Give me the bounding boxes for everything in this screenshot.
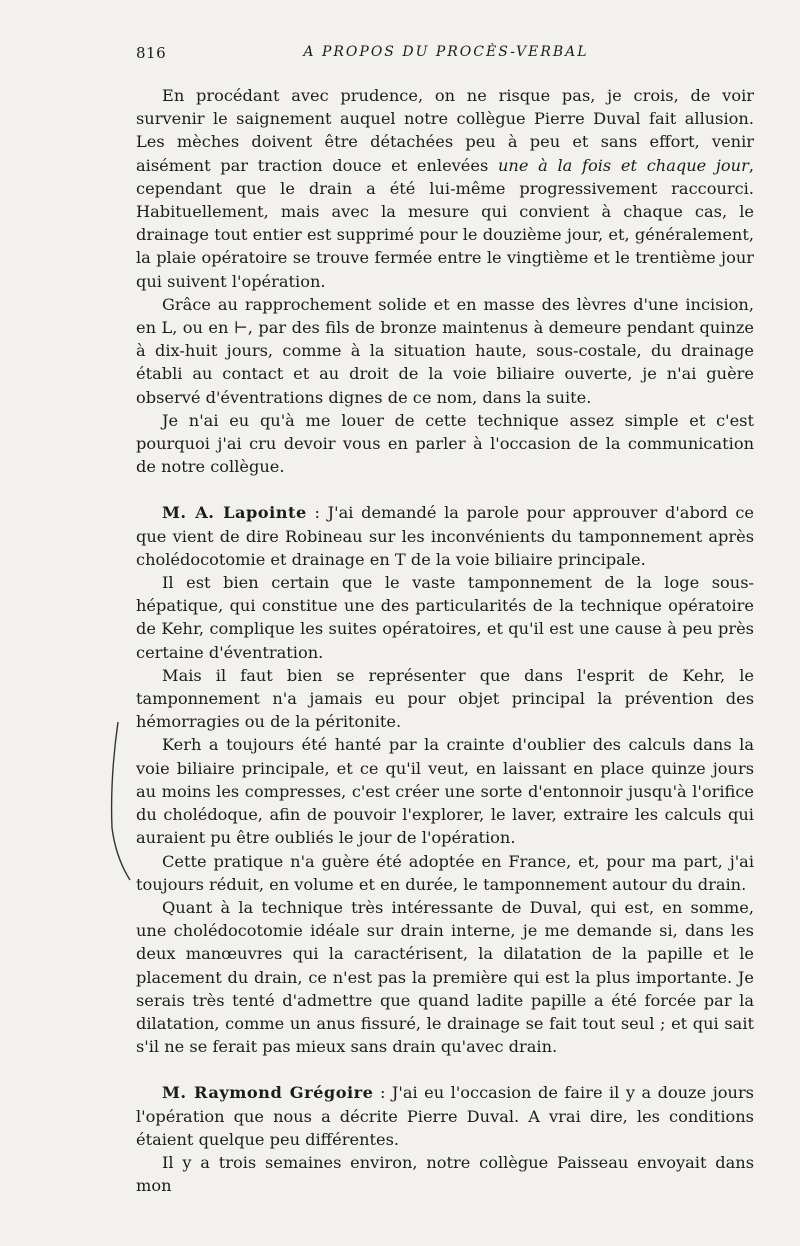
- running-title: A PROPOS DU PROCÈS-VERBAL: [303, 44, 589, 60]
- body-text: [136, 84, 754, 1197]
- paragraph: Mais il faut bien se représenter que dans l'esprit de Kehr, le tamponnement n'a jamais eu pour objet principal la prévention des hémorragies ou de la péritonite.: [136, 665, 754, 732]
- paragraph-speaker-lapointe: M. A. Lapointe : J'ai demandé la parole pour approuver d'abord ce que vient de dire Robineau sur les inconvénients du tamponnement après cholédocotomie et drainage en T de la voie biliaire principale.: [136, 503, 755, 569]
- paragraph: Il est bien certain que le vaste tamponnement de la loge sous-hépatique, qui constitue une des particularités de la technique opératoire de Kehr, complique les suites opératoires, et qu'il est une cause à peu près certaine d'éventration.: [136, 573, 754, 662]
- speaker-name: M. A. Lapointe: [162, 503, 307, 523]
- page-number: 816: [136, 44, 167, 62]
- paragraph: Je n'ai eu qu'à me louer de cette technique assez simple et c'est pourquoi j'ai cru devoir vous en parler à l'occasion de la communication de notre collègue.: [136, 410, 754, 477]
- paragraph: Quant à la technique très intéressante de Duval, qui est, en somme, une cholédocotomie idéale sur drain interne, je me demande si, dans les deux manœuvres qui la caractérisent, la dilatation de la papille et le placement du drain, ce n'est pas la première qui est la plus importante. Je serais très tenté d'admettre que quand ladite papille a été forcée par la dilatation, comme un anus fissuré, le drainage se fait tout seul ; et qui sait s'il ne se ferait pas mieux sans drain qu'avec drain.: [136, 897, 754, 1057]
- speaker-name: M. Raymond Grégoire: [162, 1083, 374, 1103]
- paragraph: Cette pratique n'a guère été adoptée en France, et, pour ma part, j'ai toujours réduit, en volume et en durée, le tamponnement autour du drain.: [136, 851, 754, 894]
- paragraph: Grâce au rapprochement solide et en masse des lèvres d'une incision, en L, ou en ⊢, par des fils de bronze maintenus à demeure pendant quinze à dix-huit jours, comme à la situation haute, sous-costale, du drainage établi au contact et au droit de la voie biliaire ouverte, je n'ai guère observé d'éventrations dignes de ce nom, dans la suite.: [136, 294, 754, 407]
- paragraph-speaker-gregoire: M. Raymond Grégoire : J'ai eu l'occasion de faire il y a douze jours l'opération que nous a décrite Pierre Duval. A vrai dire, les conditions étaient quelque peu différentes.: [136, 1083, 754, 1149]
- paragraph: En procédant avec prudence, on ne risque pas, je crois, de voir survenir le saignement auquel notre collègue Pierre Duval fait allusion. Les mèches doivent être détachées peu à peu et sans effort, venir aisément par traction douce et enlevées une à la fois et chaque jour, cependant que le drain a été lui-même progressivement raccourci. Habituellement, mais avec la mesure qui convient à chaque cas, le drainage tout entier est supprimé pour le douzième jour, et, généralement, la plaie opératoire se trouve fermée entre le vingtième et le trentième jour qui suivent l'opération.: [136, 86, 754, 291]
- italic-emphasis: une à la fois et chaque jour: [497, 155, 749, 175]
- margin-bracket-mark: [106, 718, 136, 883]
- page-header: [136, 44, 756, 68]
- paragraph: Kerh a toujours été hanté par la crainte d'oublier des calculs dans la voie biliaire principale, et ce qu'il veut, en laissant en place quinze jours au moins les compresses, c'est créer une sorte d'entonnoir jusqu'à l'orifice du cholédoque, afin de pouvoir l'explorer, le laver, extraire les calculs qui auraient pu être oubliés le jour de l'opération.: [136, 735, 754, 848]
- paragraph: Il y a trois semaines environ, notre collègue Paisseau envoyait dans mon: [136, 1152, 754, 1196]
